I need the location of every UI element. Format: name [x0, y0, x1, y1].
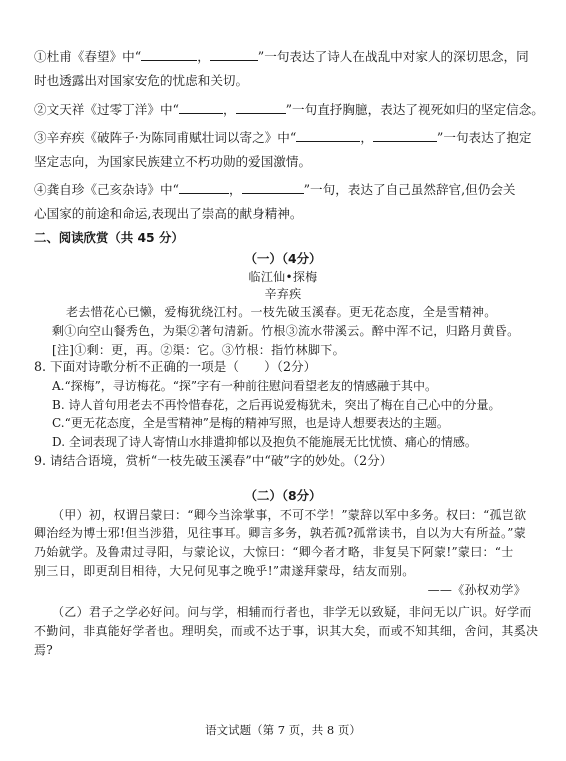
fill-item-2	[34, 100, 546, 119]
item-text: ”一句表达了诗人在战乱中对家人的深切思念，同	[257, 49, 529, 64]
poem-author: 辛弃疾	[264, 287, 302, 301]
passage-yi-line-2: 不勤问，非真能好学者也。理明矣，而或不达于事，识其大矣，而或不知其细，舍问，其奚决	[34, 624, 539, 638]
option-c: C.“更无花态度，全是雪精神”是梅的精神写照，也是诗人想要表达的主题。	[52, 416, 449, 430]
passage-jia-line-1: （甲）初，权谓吕蒙曰：“卿今当涂掌事，不可不学！”蒙辞以军中多务。权曰：“孤岂欲	[52, 508, 527, 522]
part-2-heading: （二）（8分）	[244, 488, 322, 503]
answer-blank[interactable]	[373, 128, 437, 142]
answer-blank[interactable]	[179, 180, 229, 194]
item-text: ②文天祥《过零丁洋》中“	[34, 102, 179, 117]
section-heading: 二、阅读欣赏（共 45 分）	[34, 230, 184, 245]
part-1-heading: （一）（4分）	[244, 251, 322, 266]
fill-item-3	[34, 128, 546, 147]
passage-jia-line-2: 卿治经为博士邪!但当涉猎，见往事耳。卿言多务，孰若孤?孤常读书，自以为大有所益。”蒙	[34, 526, 526, 540]
item-text: ④龚自珍《己亥杂诗》中“	[34, 182, 179, 197]
fill-item-4-cont: 心国家的前途和命运,表现出了崇高的献身精神。	[34, 206, 303, 221]
passage-yi-line-1: （乙）君子之学必好问。问与学，相辅而行者也，非学无以致疑，非问无以广识。好学而	[52, 605, 532, 619]
poem-line-1: 老去惜花心已懒，爱梅犹绕江村。一枝先破玉溪春。更无花态度，全是雪精神。	[66, 305, 497, 319]
poem-note: [注]①剩：更，再。②渠：它。③竹根：指竹林脚下。	[52, 343, 345, 357]
item-text: ”一句直抒胸臆，表达了视死如归的坚定信念。	[285, 102, 544, 117]
passage-jia-line-3: 乃始就学。及鲁肃过寻阳，与蒙论议，大惊曰：“卿今者才略，非复吴下阿蒙!”蒙曰：“士	[34, 545, 514, 559]
answer-blank[interactable]	[210, 47, 258, 61]
fill-item-4	[34, 180, 546, 199]
poem-title: 临江仙•探梅	[248, 270, 318, 284]
fill-item-1-cont: 时也透露出对国家安危的忧虑和关切。	[34, 73, 249, 88]
question-8: 8. 下面对诗歌分析不正确的一项是（ ）（2分）	[34, 359, 317, 374]
passage-yi-line-3: 焉?	[34, 643, 54, 657]
page-footer: 语文试题（第 7 页，共 8 页）	[205, 723, 361, 737]
answer-blank[interactable]	[236, 100, 286, 114]
poem-line-2: 剩①向空山餐秀色，为渠②著句清新。竹根③流水带溪云。醉中浑不记，归路月黄昏。	[52, 324, 520, 338]
item-text: ，	[228, 182, 242, 197]
item-text: ”一句表达了抱定	[436, 130, 532, 145]
option-b: B. 诗人首句用老去不再怜惜春花，之后再说爱梅犹未，突出了梅在自己心中的分量。	[52, 398, 501, 412]
answer-blank[interactable]	[179, 100, 223, 114]
answer-blank[interactable]	[242, 180, 304, 194]
item-text: ，	[360, 130, 373, 145]
item-text: ”一句，表达了自己虽然辞官,但仍会关	[303, 182, 516, 197]
item-text: ①杜甫《春望》中“	[34, 49, 142, 64]
item-text: ，	[222, 102, 236, 117]
answer-blank[interactable]	[296, 128, 360, 142]
option-d: D. 全词表现了诗人寄情山水排遣抑郁以及抱负不能施展无比忧愤、痛心的情感。	[52, 435, 477, 449]
passage-jia-line-4: 别三日，即更刮目相待，大兄何见事之晚乎!”肃遂拜蒙母，结友而别。	[34, 564, 415, 578]
fill-item-1	[34, 47, 546, 66]
question-9: 9. 请结合语境，赏析“一枝先破玉溪春”中“破”字的妙处。（2分）	[34, 453, 393, 468]
item-text: ③辛弃疾《破阵子·为陈同甫赋壮词以寄之》中“	[34, 130, 297, 145]
fill-item-3-cont: 坚定志向，为国家民族建立不朽功勋的爱国激情。	[34, 154, 312, 169]
option-a: A.“探梅”，寻访梅花。“探”字有一种前往慰问看望老友的情感融于其中。	[52, 379, 438, 393]
item-text: ，	[197, 49, 210, 64]
answer-blank[interactable]	[141, 47, 197, 61]
passage-source: ——《孙权劝学》	[427, 583, 526, 597]
